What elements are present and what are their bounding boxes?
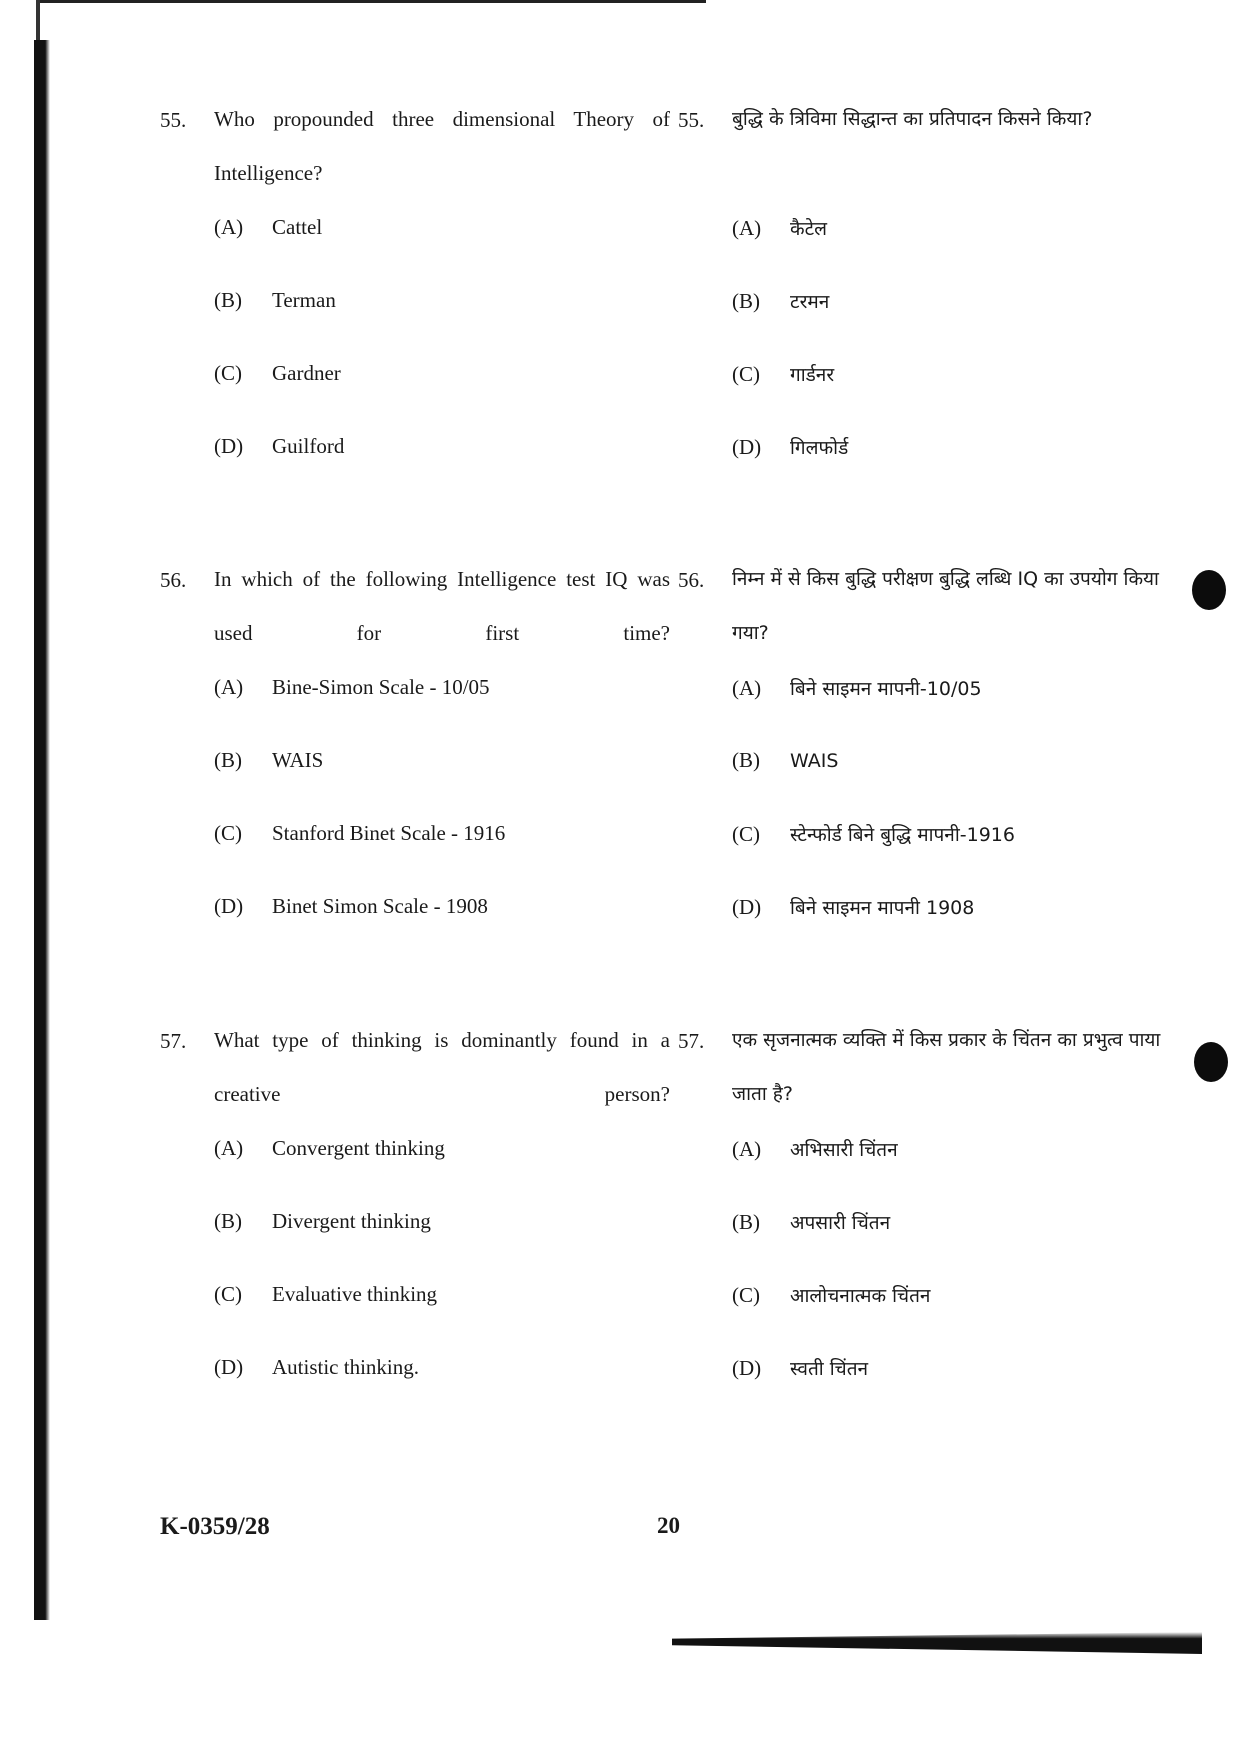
option-d: (D) Binet Simon Scale - 1908 (214, 894, 488, 918)
option-a: (A) Bine-Simon Scale - 10/05 (214, 675, 490, 699)
option-a: (A) Cattel (214, 215, 323, 239)
option-a: (A) Convergent thinking (214, 1136, 445, 1160)
punch-hole-mark (1194, 1042, 1228, 1082)
question-text: Who propounded three dimensional Theory of Intelligence? (214, 107, 670, 185)
option-b: (B) टरमन (732, 289, 830, 313)
option-a: (A) कैटेल (732, 216, 828, 240)
question-number: 56. (678, 568, 705, 592)
question-text: बुद्धि के त्रिविमा सिद्धान्त का प्रतिपादन किसने किया? (732, 108, 1093, 130)
question-number: 57. (678, 1029, 705, 1053)
question-number: 55. (678, 108, 705, 132)
option-d: (D) गिलफोर्ड (732, 435, 849, 459)
punch-hole-mark (1192, 570, 1226, 610)
option-b: (B) WAIS (732, 748, 839, 772)
question-number: 55. (160, 108, 187, 132)
scan-edge-left (34, 40, 50, 1620)
option-c: (C) स्टेन्फोर्ड बिने बुद्धि मापनी-1916 (732, 822, 1015, 846)
option-c: (C) गार्डनर (732, 362, 835, 386)
page-number: 20 (657, 1513, 680, 1538)
question-number: 56. (160, 568, 187, 592)
option-a: (A) अभिसारी चिंतन (732, 1137, 898, 1161)
option-b: (B) अपसारी चिंतन (732, 1210, 891, 1234)
scan-edge-bottom (672, 1632, 1202, 1654)
option-b: (B) Terman (214, 288, 336, 312)
option-d: (D) Guilford (214, 434, 345, 458)
option-c: (C) Stanford Binet Scale - 1916 (214, 821, 506, 845)
question-text: What type of thinking is dominantly found in a creative person? (214, 1028, 670, 1106)
question-text: एक सृजनात्मक व्यक्ति में किस प्रकार के चिंतन का प्रभुत्व पाया जाता है? (732, 1029, 1161, 1105)
option-c: (C) Evaluative thinking (214, 1282, 438, 1306)
scan-edge-top (38, 0, 706, 3)
option-c: (C) आलोचनात्मक चिंतन (732, 1283, 931, 1307)
option-d: (D) Autistic thinking. (214, 1355, 419, 1379)
question-number: 57. (160, 1029, 187, 1053)
option-b: (B) Divergent thinking (214, 1209, 431, 1233)
question-text: In which of the following Intelligence test IQ was used for first time? (214, 567, 670, 645)
option-b: (B) WAIS (214, 748, 324, 772)
option-a: (A) बिने साइमन मापनी-10/05 (732, 676, 982, 700)
booklet-code: K-0359/28 (160, 1513, 270, 1540)
option-c: (C) Gardner (214, 361, 341, 385)
question-text: निम्न में से किस बुद्धि परीक्षण बुद्धि लब्धि IQ का उपयोग किया गया? (732, 568, 1159, 644)
option-d: (D) स्वती चिंतन (732, 1356, 869, 1380)
option-d: (D) बिने साइमन मापनी 1908 (732, 895, 975, 919)
